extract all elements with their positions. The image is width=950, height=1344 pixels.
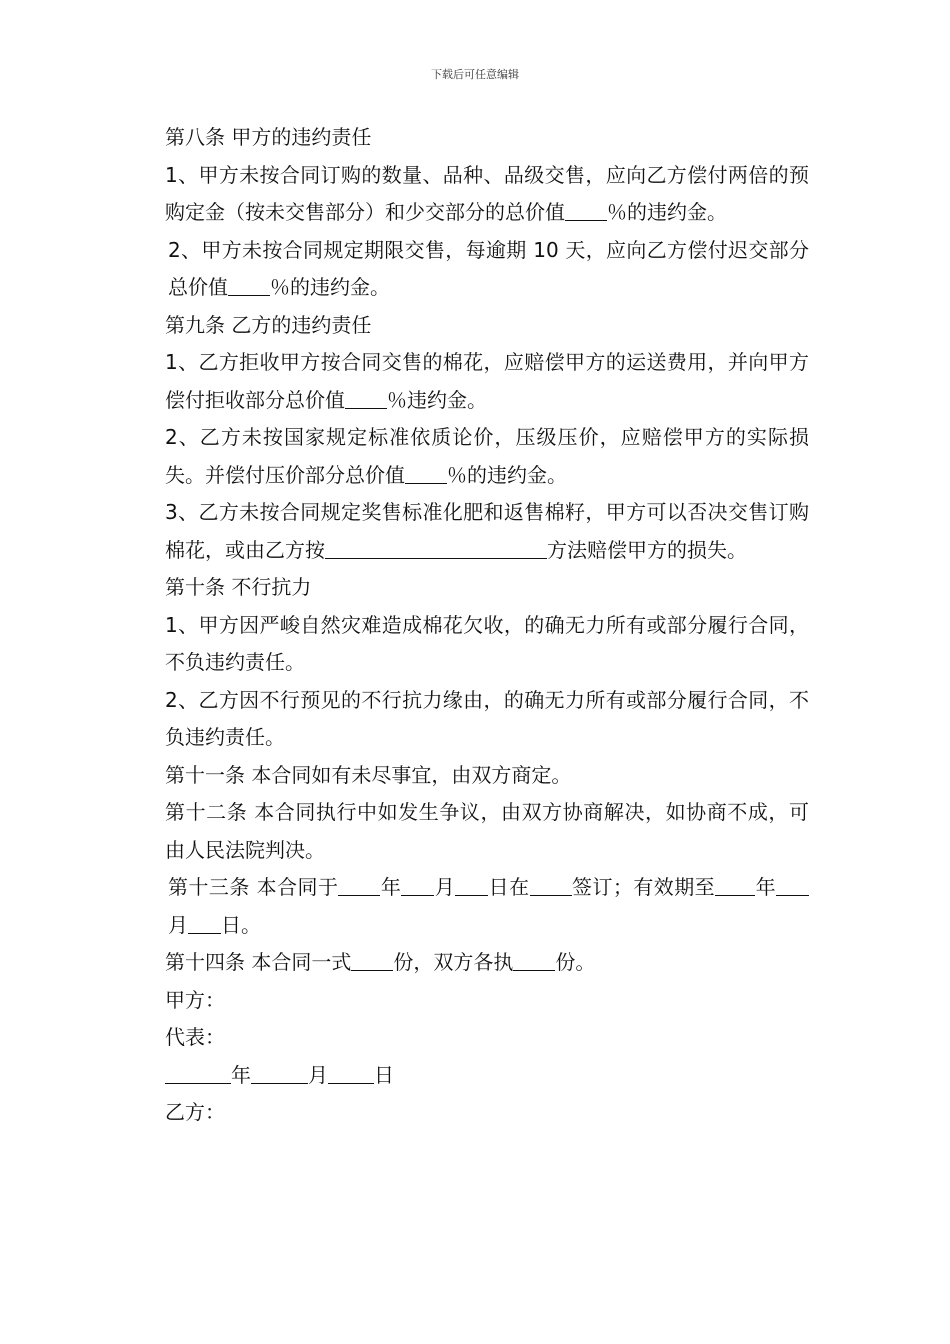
article-12: 第十二条 本合同执行中如发生争议，由双方协商解决，如协商不成，可由人民法院判决。 <box>165 800 809 862</box>
blank-field[interactable] <box>351 950 393 971</box>
blank-field[interactable] <box>338 875 380 896</box>
article-14: 第十四条 本合同一式 份，双方各执 份。 <box>165 950 596 974</box>
contract-body <box>144 119 809 1132</box>
article-10-clause-1: 1、甲方因严峻自然灾难造成棉花欠收，的确无力所有或部分履行合同，不负违约责任。 <box>165 612 809 674</box>
article-9-clause-1: 1、乙方拒收甲方按合同交售的棉花，应赔偿甲方的运送费用，并向甲方偿付拒收部分总价值 ％违约金。 <box>165 350 809 412</box>
article-13: 第十三条 本合同于 年 月 日在 签订；有效期至 年月 日。 <box>144 869 809 944</box>
article-8-clause-2: 2、甲方未按合同规定期限交售，每逾期 10 天，应向乙方偿付迟交部分总价值 ％的违约金。 <box>168 237 809 299</box>
article-10-title: 第十条 不行抗力 <box>165 575 312 599</box>
blank-field[interactable] <box>530 875 572 896</box>
article-8-clause-1: 1、甲方未按合同订购的数量、品种、品级交售，应向乙方偿付两倍的预购定金（按未交售部分）和少交部分的总价值 ％的违约金。 <box>165 162 809 224</box>
article-8-title: 第八条 甲方的违约责任 <box>165 125 372 149</box>
page-header: 下载后可任意编辑 <box>431 68 519 81</box>
blank-field[interactable] <box>188 913 221 934</box>
blank-field[interactable] <box>715 875 755 896</box>
article-9-title: 第九条 乙方的违约责任 <box>165 312 372 337</box>
article-9-clause-2: 2、乙方未按国家规定标准依质论价，压级压价，应赔偿甲方的实际损失。并偿付压价部分总价值 ％的违约金。 <box>165 425 809 487</box>
article-9-clause-3: 3、乙方未按合同规定奖售标准化肥和返售棉籽，甲方可以否决交售订购棉花，或由乙方按 方法赔偿甲方的损失。 <box>165 500 809 562</box>
blank-field[interactable] <box>513 950 555 971</box>
party-b-label: 乙方： <box>165 1100 225 1124</box>
blank-field[interactable] <box>405 463 447 484</box>
blank-field[interactable] <box>455 875 488 896</box>
blank-field[interactable] <box>565 200 607 221</box>
blank-field[interactable] <box>328 1063 374 1084</box>
representative-label: 代表： <box>165 1025 225 1049</box>
blank-field[interactable] <box>401 875 434 896</box>
blank-field[interactable] <box>251 1063 308 1084</box>
blank-field[interactable] <box>165 1063 231 1084</box>
article-10-clause-2: 2、乙方因不行预见的不行抗力缘由，的确无力所有或部分履行合同，不负违约责任。 <box>165 687 809 749</box>
party-a-label: 甲方： <box>165 987 225 1012</box>
blank-field[interactable] <box>345 388 387 409</box>
blank-field[interactable] <box>776 875 809 896</box>
signature-date: 年 月 日 <box>144 1057 809 1095</box>
blank-field[interactable] <box>228 275 270 296</box>
article-11: 第十一条 本合同如有未尽事宜，由双方商定。 <box>165 762 572 787</box>
blank-field[interactable] <box>325 538 547 559</box>
